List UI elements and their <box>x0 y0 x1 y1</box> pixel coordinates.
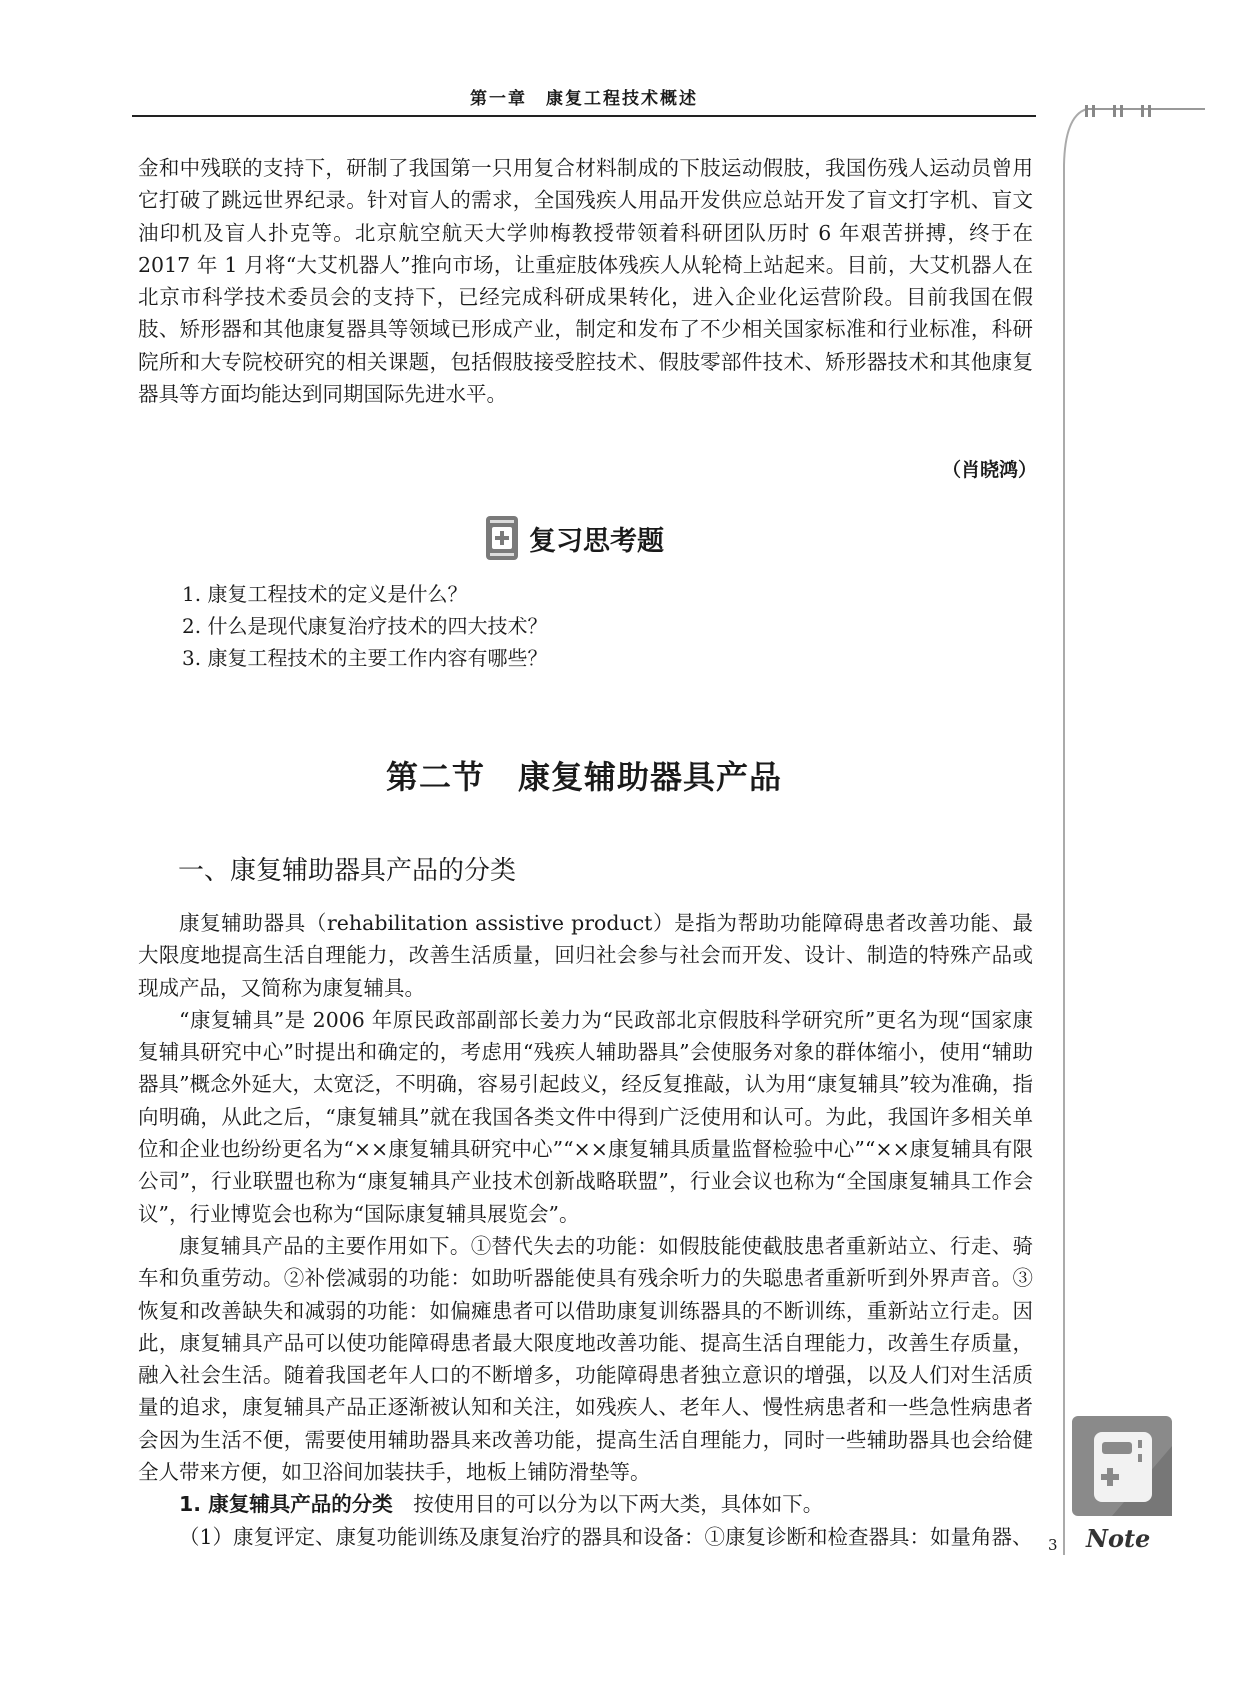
note-label: Note <box>1086 1524 1151 1553</box>
header-rule <box>132 115 1036 117</box>
subsection-title: 一、康复辅助器具产品的分类 <box>178 856 517 886</box>
review-questions <box>182 578 547 674</box>
chapter-header: 第一章 康复工程技术概述 <box>470 89 698 109</box>
review-icon <box>485 515 519 561</box>
body-block <box>138 907 1033 1553</box>
review-question: 3. 康复工程技术的主要工作内容有哪些？ <box>182 646 548 670</box>
item-paragraph: （1）康复评定、康复功能训练及康复治疗的器具和设备：①康复诊断和检查器具：如量角器、 <box>179 1524 1033 1549</box>
intro-paragraph: 金和中残联的支持下，研制了我国第一只用复合材料制成的下肢运动假肢，我国伤残人运动员曾用它打破了跳远世界纪录。针对盲人的需求，全国残疾人用品开发供应总站开发了盲文打字机、盲文油印机及盲人扑克等。北京航空航天大学帅梅教授带领着科研团队历时 6 年艰苦拼搏，终于在 2017 年 1 月将“大艾机器人”推向市场，让重症肢体残疾人从轮椅上站起来。目前，大艾机器人在北京市科学技术委员会的支持下，已经完成科研成果转化，进入企业化运营阶段。目前我国在假肢、矫形器和其他康复器具等领域已形成产业，制定和发布了不少相关国家标准和行业标准，科研院所和大专院校研究的相关课题，包括假肢接受腔技术、假肢零部件技术、矫形器技术和其他康复器具等方面均能达到同期国际先进水平。 <box>138 156 1033 407</box>
author-credit: （肖晓鸿） <box>941 459 1037 481</box>
margin-decoration <box>1055 105 1205 1555</box>
review-heading <box>485 514 664 562</box>
intro-block <box>138 152 1033 410</box>
body-paragraph: 康复辅助器具（rehabilitation assistive product）是指为帮助功能障碍患者改善功能、最大限度地提高生活自理能力，改善生活质量，回归社会参与社会而开发、设计、制造的特殊产品或现成产品，又简称为康复辅具。 <box>138 911 1033 1000</box>
review-title: 复习思考题 <box>529 525 664 557</box>
review-question: 1. 康复工程技术的定义是什么？ <box>182 582 468 606</box>
body-paragraph: 康复辅具产品的主要作用如下。①替代失去的功能：如假肢能使截肢患者重新站立、行走、骑车和负重劳动。②补偿减弱的功能：如助听器能使具有残余听力的失聪患者重新听到外界声音。③恢复和改善缺失和减弱的功能：如偏瘫患者可以借助康复训练器具的不断训练，重新站立行走。因此，康复辅具产品可以使功能障碍患者最大限度地改善功能、提高生活自理能力，改善生存质量，融入社会生活。随着我国老年人口的不断增多，功能障碍患者独立意识的增强，以及人们对生活质量的追求，康复辅具产品正逐渐被认知和关注，如残疾人、老年人、慢性病患者和一些急性病患者会因为生活不便，需要使用辅助器具来改善功能，提高生活自理能力，同时一些辅助器具也会给健全人带来方便，如卫浴间加装扶手，地板上铺防滑垫等。 <box>138 1233 1033 1485</box>
classification-text: 按使用目的可以分为以下两大类，具体如下。 <box>392 1492 824 1517</box>
body-paragraph: “康复辅具”是 2006 年原民政部副部长姜力为“民政部北京假肢科学研究所”更名为现“国家康复辅具研究中心”时提出和确定的，考虑用“残疾人辅助器具”会使服务对象的群体缩小，使用“辅助器具”概念外延大，太宽泛，不明确，容易引起歧义，经反复推敲，认为用“康复辅具”较为准确，指向明确，从此之后，“康复辅具”就在我国各类文件中得到广泛使用和认可。为此，我国许多相关单位和企业也纷纷更名为“××康复辅具研究中心”“××康复辅具质量监督检验中心”“××康复辅具有限公司”，行业联盟也称为“康复辅具产业技术创新战略联盟”，行业会议也称为“全国康复辅具工作会议”，行业博览会也称为“国际康复辅具展览会”。 <box>138 1007 1033 1226</box>
classification-paragraph <box>138 1488 1033 1520</box>
classification-lead: 1. 康复辅具产品的分类 <box>179 1492 393 1517</box>
note-card-icon <box>1072 1416 1172 1516</box>
page-number: 3 <box>1048 1536 1058 1554</box>
review-question: 2. 什么是现代康复治疗技术的四大技术？ <box>182 614 548 638</box>
section-title: 第二节 康复辅助器具产品 <box>385 758 782 796</box>
